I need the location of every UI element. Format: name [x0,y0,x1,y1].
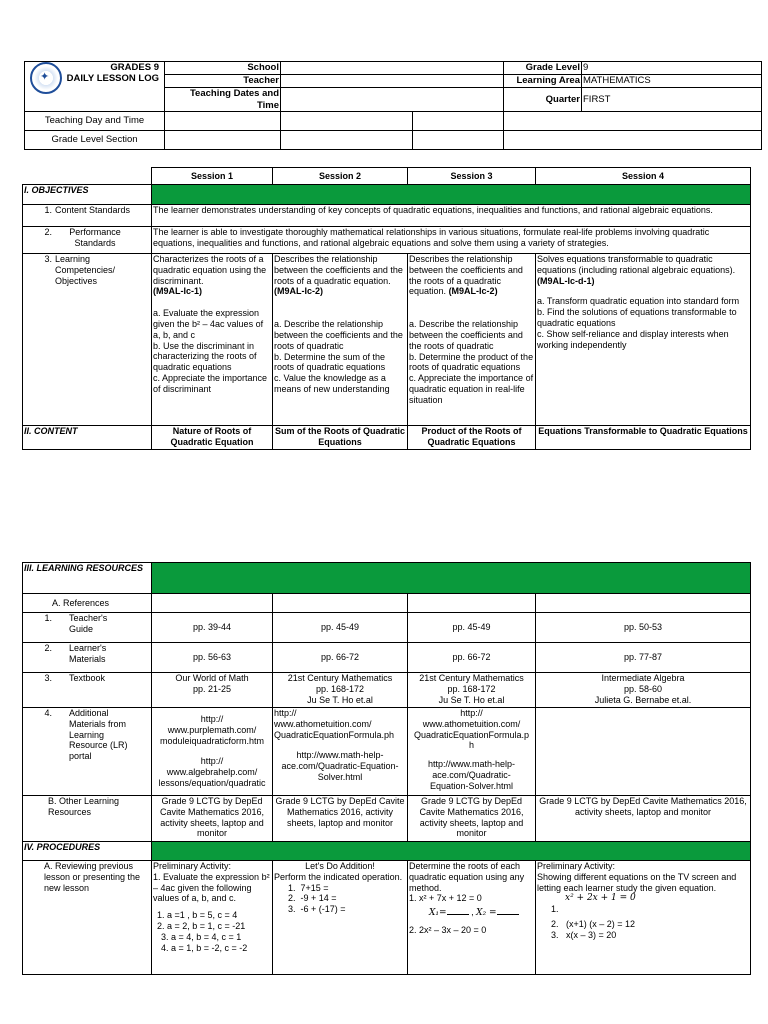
content-s1: Nature of Roots of Quadratic Equation [152,426,273,450]
add-s3-line1[interactable]: http:// [460,708,483,718]
s2-objective-c: c. Value the knowledge as a means of new understanding [274,373,390,394]
lm-s3: pp. 66-72 [408,643,536,673]
additional-s1 [152,708,273,796]
add-s1-line3[interactable]: moduleiquadraticform.htm [159,735,265,746]
tb-s3-pages: pp. 168-172 [447,683,496,694]
textbook-s2 [273,673,408,708]
proc-s1-title: Preliminary Activity: [153,861,232,871]
lm-s1: pp. 56-63 [152,643,273,673]
competencies-label: Learning Competencies/ Objectives [55,254,116,286]
proc-s2-item-3: 3. -6 + (-17) = [288,904,346,915]
tb-s4-title: Intermediate Algebra [601,673,685,683]
textbook-num: 3. [44,673,52,683]
other-s3: Grade 9 LCTG by DepEd Cavite Mathematics 2016, activity sheets, laptop and monitor [408,796,536,842]
references-s1 [152,594,273,613]
other-resources-label-cell [23,796,152,842]
s2-objective-code: (M9AL-Ic-2) [274,286,323,297]
add-s1-line6[interactable]: lessons/equation/quadratic [158,777,266,788]
session-3-header: Session 3 [408,168,536,185]
s4-objective-c: c. Show self-reliance and display interests when working independently [537,328,729,350]
add-s3-line7[interactable]: Equation-Solver.html [429,780,514,791]
grades-label: GRADES 9 [110,62,159,73]
teacher-field[interactable] [281,75,504,88]
s4-objective-code: (M9AL-Ic-d-1) [537,275,595,286]
school-field[interactable] [281,62,504,75]
procedures-band [152,842,751,861]
additional-s2 [273,708,408,796]
tg-s4: pp. 50-53 [536,613,751,643]
grades-title-cell [25,62,165,112]
content-s4: Equations Transformable to Quadratic Equations [536,426,751,450]
quarter-field[interactable]: FIRST [582,88,762,112]
deped-seal-icon: ✦ [30,62,62,94]
proc-s4-eq: x² + 2x + 1 = 0 [565,893,636,904]
proc-s1-item-4: 4. a = 1, b = -2, c = -2 [161,942,248,953]
proc-s4 [536,861,751,975]
s4-objective-a: a. Transform quadratic equation into standard form [537,296,740,307]
resources-band [152,563,751,594]
teaching-day-s4[interactable] [504,112,762,131]
lm-label: Learner's Materials [69,643,107,664]
proc-s2-item-3-text: -6 + (-17) = [300,904,346,915]
other-s2: Grade 9 LCTG by DepEd Cavite Mathematics 2016, activity sheets, laptop and monitor [273,796,408,842]
session-4-header: Session 4 [536,168,751,185]
content-standards-text: The learner demonstrates understanding of key concepts of quadratic equations, inequalities and functions, and rational algebraic equations. [152,205,751,227]
add-s2-line5[interactable]: ace.com/Quadratic-Equation- [281,761,399,772]
add-s1-line1[interactable]: http:// [200,714,224,724]
add-s2-line1[interactable]: http:// [274,708,297,718]
add-s3-line4[interactable]: h [468,740,474,751]
tb-s2-title: 21st Century Mathematics [287,673,393,683]
other-s4-line1: Grade 9 LCTG by DepEd Cavite Mathematics 2016, [539,796,747,806]
s1-objective-main: Characterizes the roots of a quadratic equation using the discriminant. [153,254,267,286]
grade-level-label: Grade Level [504,62,582,75]
add-s1-line4[interactable]: http:// [200,756,224,767]
resources-heading: III. LEARNING RESOURCES [23,563,152,594]
proc-s2-text: Perform the indicated operation. [274,871,403,882]
tb-s2-author: Ju Se T. Ho et.al [307,694,373,705]
tb-s1-title: Our World of Math [175,673,249,683]
x1-blank[interactable] [447,906,469,915]
teaching-dates-field[interactable] [281,88,504,112]
s3-objective-code: (M9AL-Ic-2) [448,286,498,297]
competencies-s2 [273,254,408,426]
tb-s2-pages: pp. 168-172 [315,683,365,694]
s1-objective-b: b. Use the discriminant in characterizing the roots of quadratic equations [153,340,257,373]
proc-s3-x1: X₁= [429,908,447,919]
s2-objective-main: Describes the relationship between the coefficients and the roots of a quadratic equation. [274,254,403,286]
textbook-s3 [408,673,536,708]
proc-s1 [152,861,273,975]
add-s1-line5[interactable]: www.algebrahelp.com/ [166,767,258,778]
content-standards-num: 1. [44,205,52,215]
proc-s1-item-3: 3. a = 4, b = 4, c = 1 [161,931,242,942]
tg-label-cell [23,613,152,643]
tg-num: 1. [44,613,52,623]
s4-objective-b: b. Find the solutions of equations transformable to quadratic equations [537,307,737,328]
proc-s3-roots: X₁= , X₂ = [409,906,534,919]
s1-objective-code: (M9AL-Ic-1) [153,286,202,297]
references-s2 [273,594,408,613]
other-s4 [536,796,751,842]
proc-s4-title: Preliminary Activity: [537,861,616,871]
performance-label: Performance Standards [69,227,121,248]
additional-s4 [536,708,751,796]
session-2-header: Session 2 [273,168,408,185]
reviewing-label-cell [23,861,152,975]
procedures-heading: IV. PROCEDURES [23,842,152,861]
tb-s4-author: Julieta G. Bernabe et.al. [594,694,692,705]
grade-section-s4[interactable] [504,131,762,150]
performance-text: The learner is able to investigate thoroughly mathematical relationships in various situations, formulate real-life problems involving quadratic equations, inequalities and functions, and rational algebraic equations and solve them using a variety of strategies. [152,227,751,254]
additional-num: 4. [44,708,52,718]
proc-s2-title: Let's Do Addition! [305,861,375,871]
additional-label: Additional Materials from Learning Resource (LR) portal [69,708,128,762]
s3-objective-main: Describes the relationship between the coefficients and the roots of a quadratic equation. [409,254,523,297]
lm-label-cell [23,643,152,673]
daily-lesson-log-label: DAILY LESSON LOG [66,73,159,85]
competencies-num: 3. [44,254,52,264]
teaching-dates-label: Teaching Dates and Time [165,88,281,112]
competencies-label-cell [23,254,152,426]
tb-s1-pages: pp. 21-25 [192,683,232,694]
s3-objective-b: b. Determine the product of the roots of quadratic equations [409,351,534,373]
tg-label: Teacher's Guide [69,613,108,634]
reviewing-label: A. Reviewing previous lesson or presenting the new lesson [44,861,141,893]
performance-label-cell [23,227,152,254]
references-s4 [536,594,751,613]
teacher-label: Teacher [165,75,281,88]
s2-objective-b: b. Determine the sum of the roots of quadratic equations [274,351,386,373]
learning-area-field[interactable]: MATHEMATICS [582,75,762,88]
lm-num: 2. [44,643,52,653]
references-text: A. References [52,597,110,608]
other-resources-label: B. Other Learning Resources [48,796,120,817]
x2-blank[interactable] [497,906,519,915]
additional-s3 [408,708,536,796]
add-s3-line2[interactable]: www.athometuition.com/ [422,718,521,729]
content-standards-label: Content Standards [55,205,131,215]
quarter-label: Quarter [504,88,582,112]
textbook-label-cell [23,673,152,708]
header-table [24,61,762,150]
proc-s4-item-3-text: x(x – 3) = 20 [566,929,617,940]
add-s2-line3[interactable]: QuadraticEquationFormula.ph [274,729,395,740]
performance-num: 2. [44,227,52,237]
add-s3-line5[interactable]: http://www.math-help- [427,759,516,770]
tb-s4-pages: pp. 58-60 [623,683,663,694]
content-heading: II. CONTENT [23,426,152,450]
proc-s3-x2: X₂ = [476,908,497,919]
content-s3: Product of the Roots of Quadratic Equations [408,426,536,450]
proc-s1-text: 1. Evaluate the expression b² – 4ac given the following values of a, b, and c. [153,871,270,904]
tb-s3-title: 21st Century Mathematics [419,673,524,683]
s1-objective-a: a. Evaluate the expression given the b² – 4ac values of a, b, and c [153,308,264,340]
teaching-day-label: Teaching Day and Time [25,112,165,131]
s3-objective-a: a. Describe the relationship between the coefficients and the roots of quadratic [409,319,523,351]
proc-s3-eq2: 2. 2x² – 3x – 20 = 0 [409,924,487,935]
teaching-day-s2[interactable] [281,112,413,131]
session-1-header: Session 1 [152,168,273,185]
proc-s4-text: Showing different equations on the TV screen and letting each learner study the given equation. [537,871,737,893]
competencies-s4 [536,254,751,426]
proc-s3 [408,861,536,975]
proc-s2 [273,861,408,975]
add-s3-line3[interactable]: QuadraticEquationFormula.p [413,729,530,740]
teaching-day-s1[interactable] [165,112,281,131]
other-s1: Grade 9 LCTG by DepEd Cavite Mathematics 2016, activity sheets, laptop and monitor [152,796,273,842]
tg-s2: pp. 45-49 [273,613,408,643]
tb-s3-author: Ju Se T. Ho et.al [438,694,505,705]
objectives-heading: I. OBJECTIVES [23,185,152,205]
objectives-table [22,167,751,450]
proc-s1-item-2: 2. a = 2, b = 1, c = -21 [157,920,246,931]
proc-s2-item-1: 1. 7+15 = [288,882,329,893]
other-s4-line2: activity sheets, laptop and monitor [574,806,712,817]
additional-label-cell [23,708,152,796]
competencies-s3 [408,254,536,426]
proc-s3-text: Determine the roots of each quadratic equation using any method. [409,861,525,893]
textbook-s4 [536,673,751,708]
add-s1-line2[interactable]: www.purplemath.com/ [167,724,257,735]
competencies-s1 [152,254,273,426]
proc-s1-item-1: 1. a =1 , b = 5, c = 4 [157,910,238,921]
school-label: School [165,62,281,75]
lm-s4: pp. 77-87 [536,643,751,673]
grade-section-s3[interactable] [413,131,504,150]
content-standards-label-cell [23,205,152,227]
s4-objective-main: Solves equations transformable to quadratic equations (including rational algebraic equations). [537,254,736,275]
add-s2-line6[interactable]: Solver.html [317,771,363,782]
tg-s3: pp. 45-49 [408,613,536,643]
learning-area-label: Learning Area [504,75,582,88]
add-s2-line4[interactable]: http://www.math-help- [296,750,384,761]
content-s2: Sum of the Roots of Quadratic Equations [273,426,408,450]
textbook-s1 [152,673,273,708]
proc-s4-item-3: 3. x(x – 3) = 20 [551,929,617,940]
grade-section-s1[interactable] [165,131,281,150]
proc-s3-eq1: 1. x² + 7x + 12 = 0 [409,893,482,904]
proc-s4-item-2-text: (x+1) (x – 2) = 12 [566,918,636,929]
s3-objective-c: c. Appreciate the importance of quadratic equation in real-life situation [409,373,534,405]
references-s3 [408,594,536,613]
textbook-label: Textbook [69,673,106,683]
tg-s1: pp. 39-44 [152,613,273,643]
proc-s2-item-2: 2. -9 + 14 = [288,893,337,904]
lm-s2: pp. 66-72 [273,643,408,673]
proc-s2-item-2-text: -9 + 14 = [300,893,337,904]
add-s2-line2[interactable]: www.athometuition.com/ [274,718,372,729]
proc-s4-item-1: 1. [551,904,559,915]
objectives-band [152,185,751,205]
grade-section-label: Grade Level Section [25,131,165,150]
s1-objective-c: c. Appreciate the importance of discriminant [153,372,268,394]
teaching-day-s3[interactable] [413,112,504,131]
proc-s2-item-1-text: 7+15 = [300,882,329,893]
references-label [23,594,152,613]
grade-level-field[interactable]: 9 [582,62,762,75]
proc-s4-item-2: 2. (x+1) (x – 2) = 12 [551,918,636,929]
grade-section-s2[interactable] [281,131,413,150]
resources-table [22,562,751,975]
add-s3-line6[interactable]: ace.com/Quadratic- [432,769,511,780]
s2-objective-a: a. Describe the relationship between the coefficients and the roots of quadratic [274,319,403,351]
